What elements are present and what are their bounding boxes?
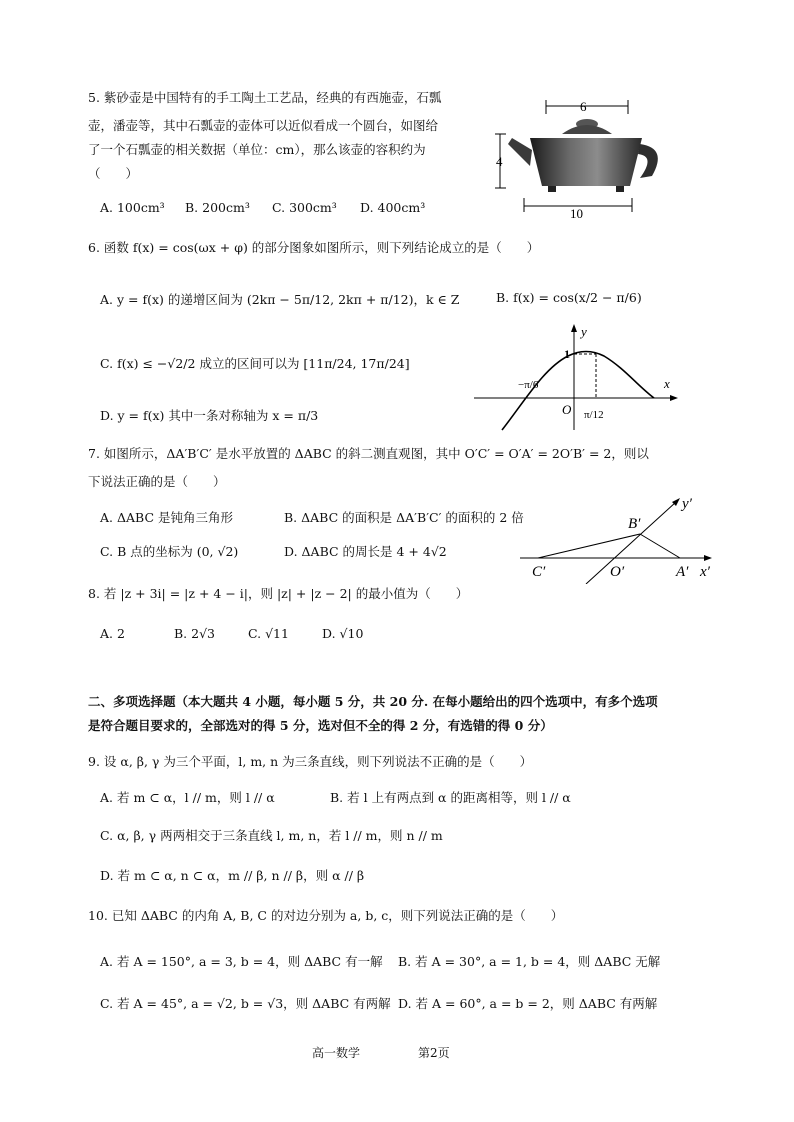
q5-line1: 5. 紫砂壶是中国特有的手工陶土工艺品，经典的有西施壶，石瓢 [88, 90, 442, 105]
q9-option-b: B. 若 l 上有两点到 α 的距离相等，则 l // α [330, 790, 571, 805]
teapot-figure [490, 94, 668, 220]
footer-subject: 高一数学 [312, 1046, 361, 1060]
graph-one-label: 1 [564, 347, 570, 361]
q9-stem: 9. 设 α, β, γ 为三个平面，l, m, n 为三条直线，则下列说法不正确的是（ ） [88, 754, 533, 769]
q5-line2: 壶，潘壶等，其中石瓢壶的壶体可以近似看成一个圆台，如图给 [88, 118, 439, 133]
q10-option-a: A. 若 A = 150°, a = 3, b = 4，则 ΔABC 有一解 [100, 954, 383, 969]
q6-option-c: C. f(x) ≤ −√2/2 成立的区间可以为 [11π/24, 17π/24] [100, 356, 410, 371]
teapot-height-label: 4 [496, 154, 503, 169]
oblique-triangle-figure [516, 488, 722, 584]
q9-option-d: D. 若 m ⊂ α, n ⊂ α，m // β, n // β，则 α // β [100, 868, 365, 883]
q6-option-d: D. y = f(x) 其中一条对称轴为 x = π/3 [100, 408, 319, 423]
q10-option-d: D. 若 A = 60°, a = b = 2，则 ΔABC 有两解 [398, 996, 658, 1011]
q6-option-a: A. y = f(x) 的递增区间为 (2kπ − 5π/12, 2kπ + π/12)，k ∈ Z [100, 292, 460, 307]
label-x-prime: x′ [700, 564, 710, 580]
q8-option-d: D. √10 [322, 626, 364, 641]
graph-pi12-label: π/12 [584, 409, 604, 421]
q7-line1: 7. 如图所示，ΔA′B′C′ 是水平放置的 ΔABC 的斜二测直观图，其中 O′C′ = O′A′ = 2O′B′ = 2，则以 [88, 446, 649, 461]
q5-line3: 了一个石瓢壶的相关数据（单位：cm），那么该壶的容积约为 [88, 142, 426, 157]
label-c-prime: C′ [532, 564, 546, 580]
q9-option-a: A. 若 m ⊂ α，l // m，则 l // α [100, 790, 275, 805]
q8-option-a: A. 2 [100, 626, 125, 641]
graph-y-label: y [581, 324, 587, 339]
teapot-bottom-label: 10 [570, 206, 583, 220]
graph-origin-label: O [562, 402, 572, 417]
q6-option-b: B. f(x) = cos(x/2 − π/6) [496, 290, 642, 305]
q8-stem: 8. 若 |z + 3i| = |z + 4 − i|，则 |z| + |z − 2| 的最小值为（ ） [88, 586, 469, 601]
footer-page-number: 第2页 [418, 1046, 450, 1060]
teapot-top-label: 6 [580, 99, 587, 114]
q7-option-d: D. ΔABC 的周长是 4 + 4√2 [284, 544, 447, 559]
label-b-prime: B′ [628, 516, 641, 532]
graph-neg-pi6-label: −π/6 [518, 379, 539, 391]
q6-stem: 6. 函数 f(x) = cos(ωx + φ) 的部分图象如图所示，则下列结论成立的是（ ） [88, 240, 540, 255]
q8-option-b: B. 2√3 [174, 626, 216, 641]
section2-heading-line2: 是符合题目要求的，全部选对的得 5 分，选对但不全的得 2 分，有选错的得 0 分） [88, 718, 553, 733]
q8-option-c: C. √11 [248, 626, 289, 641]
q5-option-a: A. 100cm³ [100, 200, 165, 215]
section2-heading-line1: 二、多项选择题（本大题共 4 小题，每小题 5 分，共 20 分. 在每小题给出的四个选项中，有多个选项 [88, 694, 658, 709]
q7-line2: 下说法正确的是（ ） [88, 474, 226, 489]
q7-option-c: C. B 点的坐标为 (0, √2) [100, 544, 239, 559]
q5-option-b: B. 200cm³ [185, 200, 250, 215]
cosine-graph [474, 322, 686, 432]
q10-stem: 10. 已知 ΔABC 的内角 A, B, C 的对边分别为 a, b, c，则下列说法正确的是（ ） [88, 908, 564, 923]
graph-x-label: x [664, 376, 670, 391]
q5-option-d: D. 400cm³ [360, 200, 426, 215]
q9-option-c: C. α, β, γ 两两相交于三条直线 l, m, n，若 l // m，则 n // m [100, 828, 443, 843]
label-o-prime: O′ [610, 564, 625, 580]
q7-option-b: B. ΔABC 的面积是 ΔA′B′C′ 的面积的 2 倍 [284, 510, 524, 525]
q5-line4: （ ） [88, 166, 139, 181]
label-y-prime: y′ [682, 496, 692, 512]
q10-option-b: B. 若 A = 30°, a = 1, b = 4，则 ΔABC 无解 [398, 954, 661, 969]
q5-option-c: C. 300cm³ [272, 200, 337, 215]
label-a-prime: A′ [676, 564, 689, 580]
q10-option-c: C. 若 A = 45°, a = √2, b = √3，则 ΔABC 有两解 [100, 996, 391, 1011]
q7-option-a: A. ΔABC 是钝角三角形 [100, 510, 233, 525]
